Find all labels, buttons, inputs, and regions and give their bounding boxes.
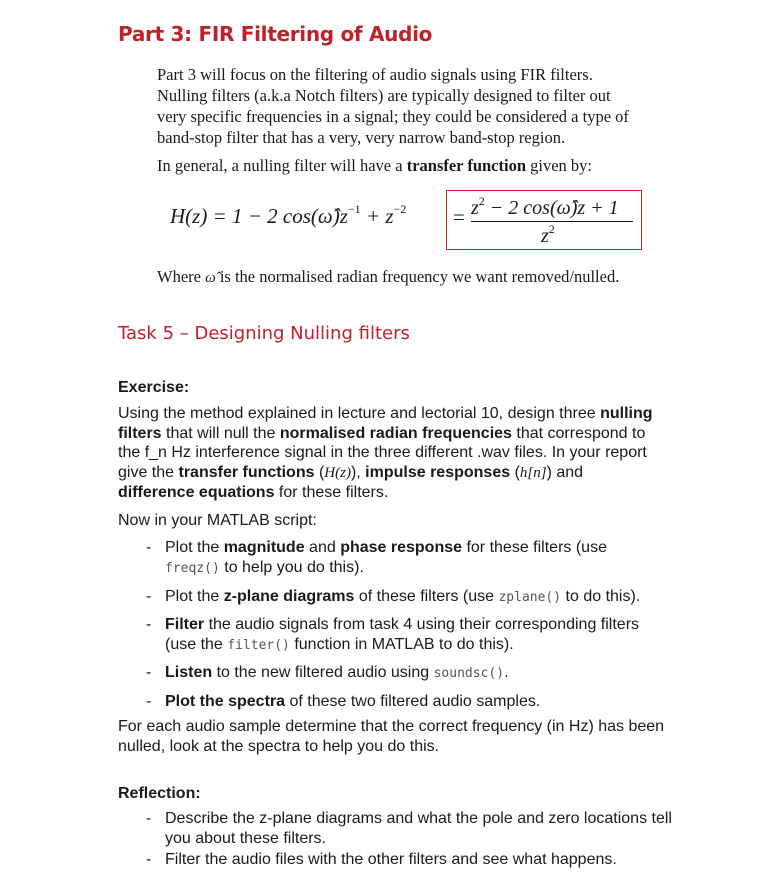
intro-line: very specific frequencies in a signal; they could be considered a type of: [157, 107, 629, 126]
bullet-dash: -: [146, 588, 152, 605]
exercise-paragraph: [118, 404, 678, 503]
reflection-heading: Reflection:: [118, 785, 201, 802]
code-freqz: freqz(): [165, 560, 220, 576]
bullet-item: Filter the audio signals from task 4 using their corresponding filters (use the filter() function in MATLAB to do this).: [165, 616, 640, 653]
equals-sign: =: [453, 205, 465, 229]
task-heading: Task 5 – Designing Nulling filters: [118, 323, 410, 344]
where-sentence: Where ω̂ is the normalised radian frequency we want removed/nulled.: [157, 267, 620, 286]
exercise-line: give the transfer functions (H(z)), impulse responses (h[n]) and: [118, 463, 584, 481]
equation-lhs: H(z) = 1 − 2 $\cos(\omegâ)z^{-1} + z^{-2}$: [170, 202, 407, 228]
part-heading: Part 3: FIR Filtering of Audio: [118, 22, 433, 46]
code-soundsc: soundsc(): [433, 666, 505, 681]
for-each-paragraph: For each audio sample determine that the correct frequency (in Hz) has been nulled, look at the spectra to help you do this.: [118, 718, 665, 755]
bullet-item: Plot the magnitude and phase response for these filters (use freqz() to help you do this).: [165, 539, 607, 576]
exercise-line: the f_n Hz interference signal in the three different .wav files. In your report: [118, 444, 647, 461]
exercise-line: difference equations for these filters.: [118, 484, 389, 501]
intro-line: band-stop filter that has a very, very narrow band-stop region.: [157, 128, 566, 147]
transfer-function-equation: [170, 190, 650, 250]
fraction-numerator: $z^2 - 2$ cos(ω̂)z + 1: [471, 194, 619, 219]
bullet-item: Plot the z-plane diagrams of these filters (use zplane() to do this).: [165, 588, 641, 605]
matlab-instructions-intro: Now in your MATLAB script:: [118, 512, 317, 529]
exercise-heading: Exercise:: [118, 379, 190, 396]
intro-line: Part 3 will focus on the filtering of audio signals using FIR filters.: [157, 65, 593, 84]
bullet-item: Listen to the new filtered audio using soundsc().: [165, 664, 509, 681]
bullet-dash: -: [146, 693, 152, 710]
omega-hat-symbol: ω̂: [205, 270, 216, 286]
reflection-item: Filter the audio files with the other filters and see what happens.: [165, 851, 617, 868]
exercise-line: Using the method explained in lecture and lectorial 10, design three nulling: [118, 405, 653, 422]
bullet-dash: -: [146, 851, 152, 868]
exercise-line: filters that will null the normalised radian frequencies that correspond to: [118, 424, 646, 442]
bullet-dash: -: [146, 664, 152, 681]
intro-line: Nulling filters (a.k.a Notch filters) are typically designed to filter out: [157, 86, 611, 105]
reflection-item: Describe the z-plane diagrams and what the pole and zero locations tell you about these filters.: [165, 810, 672, 847]
bullet-dash: -: [146, 539, 152, 556]
bullet-dash: -: [146, 810, 152, 827]
intro-paragraph: [157, 64, 687, 148]
fraction-denominator: $z^2$: [541, 222, 555, 247]
bullet-item: Plot the spectra of these two filtered audio samples.: [165, 693, 541, 710]
transfer-function-term: transfer function: [406, 156, 527, 175]
code-filter: filter(): [227, 637, 290, 653]
code-zplane: zplane(): [498, 590, 562, 605]
highlighted-fraction-box: [446, 190, 642, 250]
bullet-dash: -: [146, 616, 152, 633]
transfer-function-intro: In general, a nulling filter will have a transfer function given by:: [157, 156, 593, 175]
